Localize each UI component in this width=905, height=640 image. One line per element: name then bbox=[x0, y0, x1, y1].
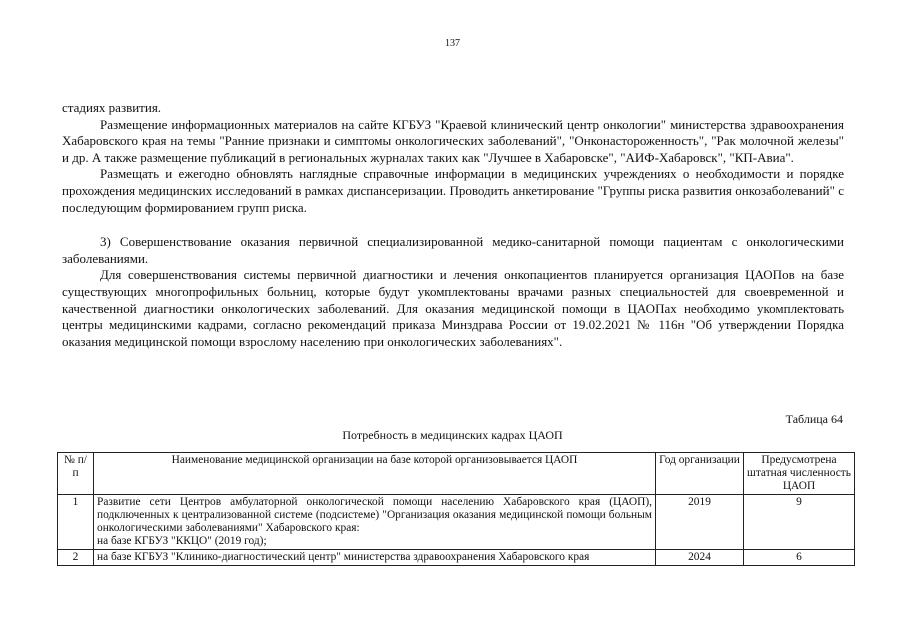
paragraph: стадиях развития. bbox=[62, 100, 162, 115]
col-header-year: Год организации bbox=[656, 453, 744, 495]
paragraph: Размещать и ежегодно обновлять наглядные справочные информации в медицинских учреждениях о необходимости и порядке прохождения медицинских исследований в рамках диспансеризации. Проводить анкетирование "Группы риска развития онкозаболеваний" с последующим формированием групп риска. bbox=[62, 166, 844, 215]
cell-year: 2019 bbox=[656, 495, 744, 550]
col-header-staff: Предусмотрена штатная численность ЦАОП bbox=[744, 453, 855, 495]
cell-num: 2 bbox=[58, 550, 94, 566]
cell-num: 1 bbox=[58, 495, 94, 550]
page-number: 137 bbox=[445, 38, 460, 49]
cell-staff: 6 bbox=[744, 550, 855, 566]
col-header-num: № п/п bbox=[58, 453, 94, 495]
table-row bbox=[58, 495, 855, 550]
cell-name-extra: на базе КГБУЗ "ККЦО" (2019 год); bbox=[97, 535, 267, 547]
cell-name bbox=[94, 495, 656, 550]
col-header-name: Наименование медицинской организации на базе которой организовывается ЦАОП bbox=[94, 453, 656, 495]
paragraph: Размещение информационных материалов на сайте КГБУЗ "Краевой клинический центр онкологии" министерства здравоохранения Хабаровского края на темы "Ранние признаки и симптомы онкологических заболеваний", "Онконастороженность", "Рак молочной железы" и др. А также размещение публикаций в региональных журналах таких как "Лучшее в Хабаровске", "АИФ-Хабаровск", "КП-Авиа". bbox=[62, 116, 844, 165]
paragraph: Для совершенствования системы первичной диагностики и лечения онкопациентов планируется организация ЦАОПов на базе существующих многопрофильных больниц, которые будут укомплектованы врачами разных специальностей для своевременной и качественной диагностики онкологических заболеваний. Для оказания медицинской помощи в ЦАОПах необходимо укомплектовать центры медицинскими кадрами, согласно рекомендаций приказа Минздрава России от 19.02.2021 № 116н "Об утверждении Порядка оказания медицинской помощи взрослому населению при онкологических заболеваниях". bbox=[62, 267, 844, 349]
cell-staff: 9 bbox=[744, 495, 855, 550]
staffing-table bbox=[57, 452, 855, 566]
body-text bbox=[62, 100, 844, 350]
cell-year: 2024 bbox=[656, 550, 744, 566]
table-header-row bbox=[58, 453, 855, 495]
table-caption: Потребность в медицинских кадрах ЦАОП bbox=[342, 428, 563, 442]
table-row bbox=[58, 550, 855, 566]
cell-name: на базе КГБУЗ "Клинико-диагностический центр" министерства здравоохранения Хабаровского края bbox=[94, 550, 656, 566]
cell-name-text: Развитие сети Центров амбулаторной онкологической помощи населению Хабаровского края (ЦАОП), подключенных к централизованной системе (подсистеме) "Организация оказания медицинской помощи больным онкологическими заболеваниями" Хабаровского края: bbox=[97, 496, 652, 534]
table-number: Таблица 64 bbox=[785, 412, 843, 426]
section-heading-paragraph: 3) Совершенствование оказания первичной специализированной медико-санитарной помощи пациентам с онкологическими заболеваниями. bbox=[62, 234, 844, 266]
